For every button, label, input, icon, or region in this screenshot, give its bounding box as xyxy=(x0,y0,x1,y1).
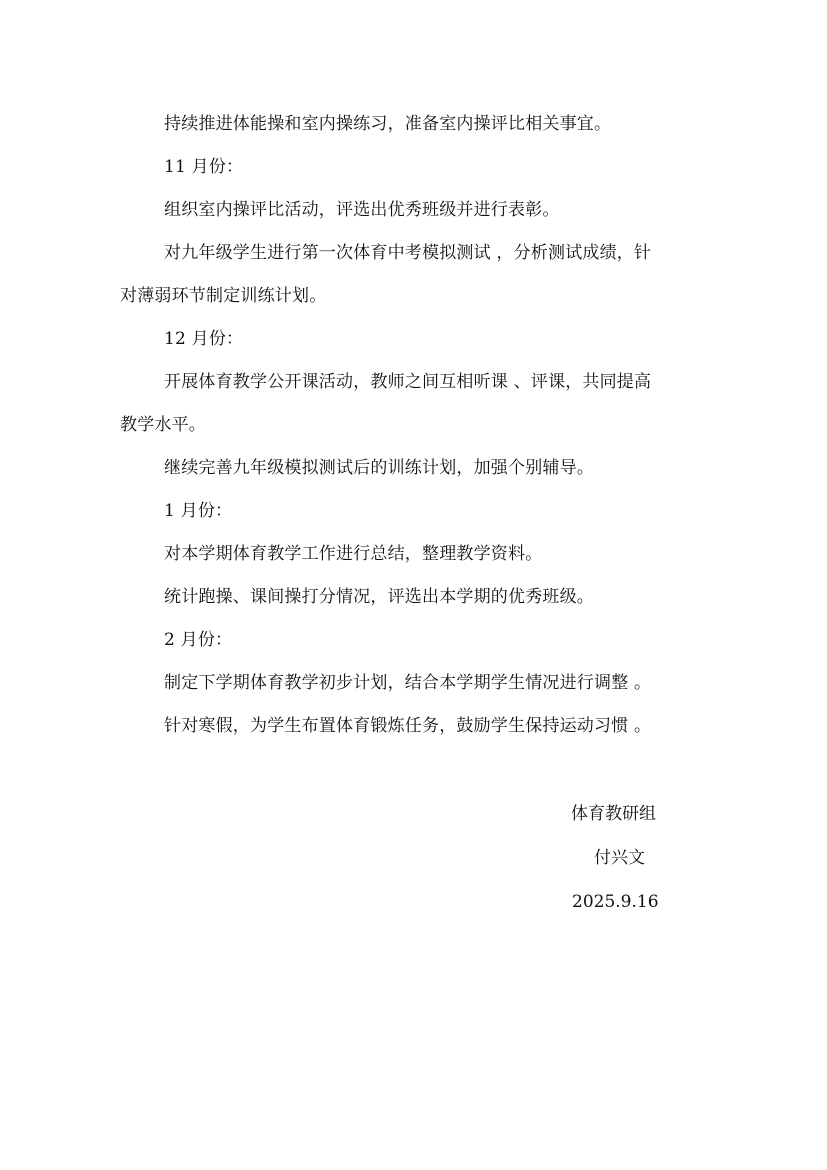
paragraph-7: 统计跑操、课间操打分情况，评选出本学期的优秀班级。 xyxy=(164,587,594,607)
paragraph-6: 对本学期体育教学工作进行总结，整理教学资料。 xyxy=(164,544,543,564)
signature-name: 付兴文 xyxy=(594,848,645,868)
paragraph-5: 继续完善九年级模拟测试后的训练计划，加强个别辅导。 xyxy=(164,458,594,478)
paragraph-4-line-1: 开展体育教学公开课活动，教师之间互相听课 、评课，共同提高 xyxy=(164,372,652,392)
paragraph-3-line-1: 对九年级学生进行第一次体育中考模拟测试 ，分析测试成绩，针 xyxy=(164,243,652,263)
signature-group: 体育教研组 xyxy=(571,804,656,824)
paragraph-2: 组织室内操评比活动，评选出优秀班级并进行表彰。 xyxy=(164,200,560,220)
paragraph-3-line-2: 对薄弱环节制定训练计划。 xyxy=(120,286,327,306)
heading-november: 11 月份： xyxy=(164,157,244,177)
signature-date: 2025.9.16 xyxy=(572,892,659,912)
paragraph-4-line-2: 教学水平。 xyxy=(120,415,206,435)
paragraph-1: 持续推进体能操和室内操练习，准备室内操评比相关事宜。 xyxy=(164,114,612,134)
paragraph-8: 制定下学期体育教学初步计划，结合本学期学生情况进行调整 。 xyxy=(164,673,652,693)
heading-december: 12 月份： xyxy=(164,329,244,349)
heading-february: 2 月份： xyxy=(164,630,233,650)
paragraph-9: 针对寒假，为学生布置体育锻炼任务，鼓励学生保持运动习惯 。 xyxy=(164,716,652,736)
heading-january: 1 月份： xyxy=(164,501,233,521)
